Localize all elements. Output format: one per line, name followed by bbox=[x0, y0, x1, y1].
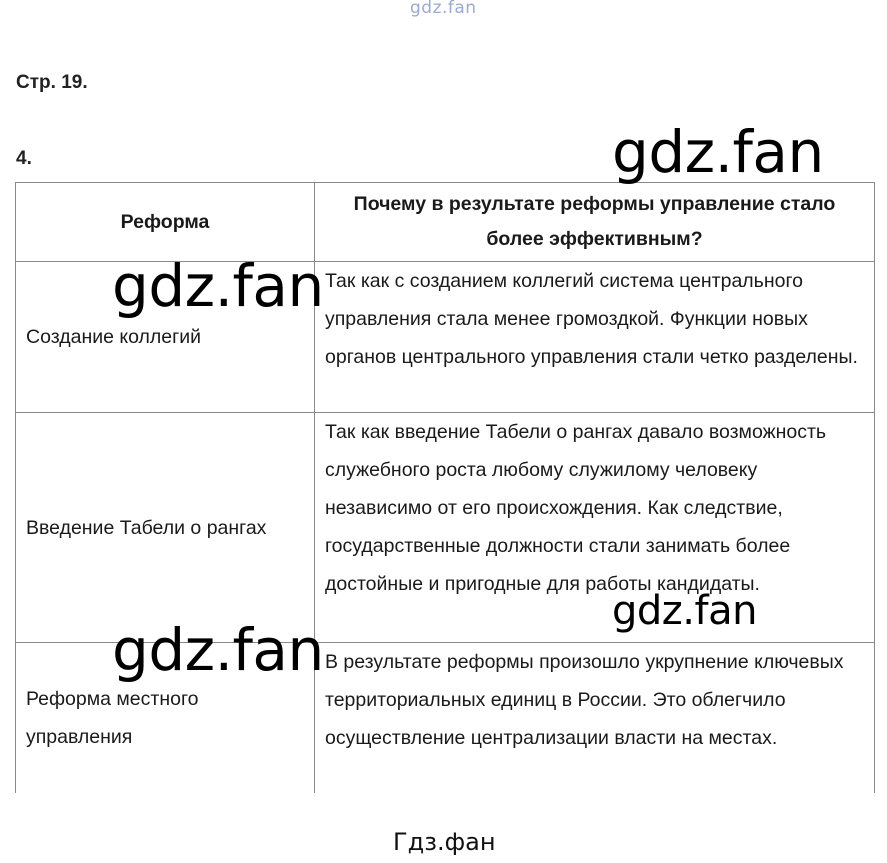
reason-cell: Так как с созданием коллегий система центрального управления стала менее громоздкой. Функции новых органов центрального управления стали четко разделены. bbox=[315, 262, 875, 413]
table-row bbox=[16, 413, 875, 643]
watermark: gdz.fan bbox=[112, 252, 324, 320]
table-header-row bbox=[16, 183, 875, 262]
reform-cell: Создание коллегий bbox=[16, 262, 315, 413]
top-watermark: gdz.fan bbox=[410, 0, 477, 18]
watermark: gdz.fan bbox=[612, 118, 824, 186]
reform-cell: Введение Табели о рангах bbox=[16, 413, 315, 643]
reforms-table bbox=[15, 182, 875, 793]
reason-cell: В результате реформы произошло укрупнение ключевых территориальных единиц в России. Это облегчило осуществление централизации власти на местах. bbox=[315, 643, 875, 794]
table-row bbox=[16, 262, 875, 413]
page-reference: Стр. 19. bbox=[16, 72, 88, 93]
task-number: 4. bbox=[16, 148, 32, 169]
footer-watermark: Гдз.фан bbox=[393, 828, 496, 856]
header-reform: Реформа bbox=[16, 183, 315, 262]
header-reason: Почему в результате реформы управление стало более эффективным? bbox=[315, 183, 875, 262]
watermark: gdz.fan bbox=[612, 588, 757, 634]
reason-cell: Так как введение Табели о рангах давало возможность служебного роста любому служилому человеку независимо от его происхождения. Как следствие, государственные должности стали занимать более достойные и пригодные для работы кандидаты. bbox=[315, 413, 875, 643]
watermark: gdz.fan bbox=[112, 616, 324, 684]
table-row bbox=[16, 643, 875, 794]
reform-cell: Реформа местного управления bbox=[16, 643, 315, 794]
